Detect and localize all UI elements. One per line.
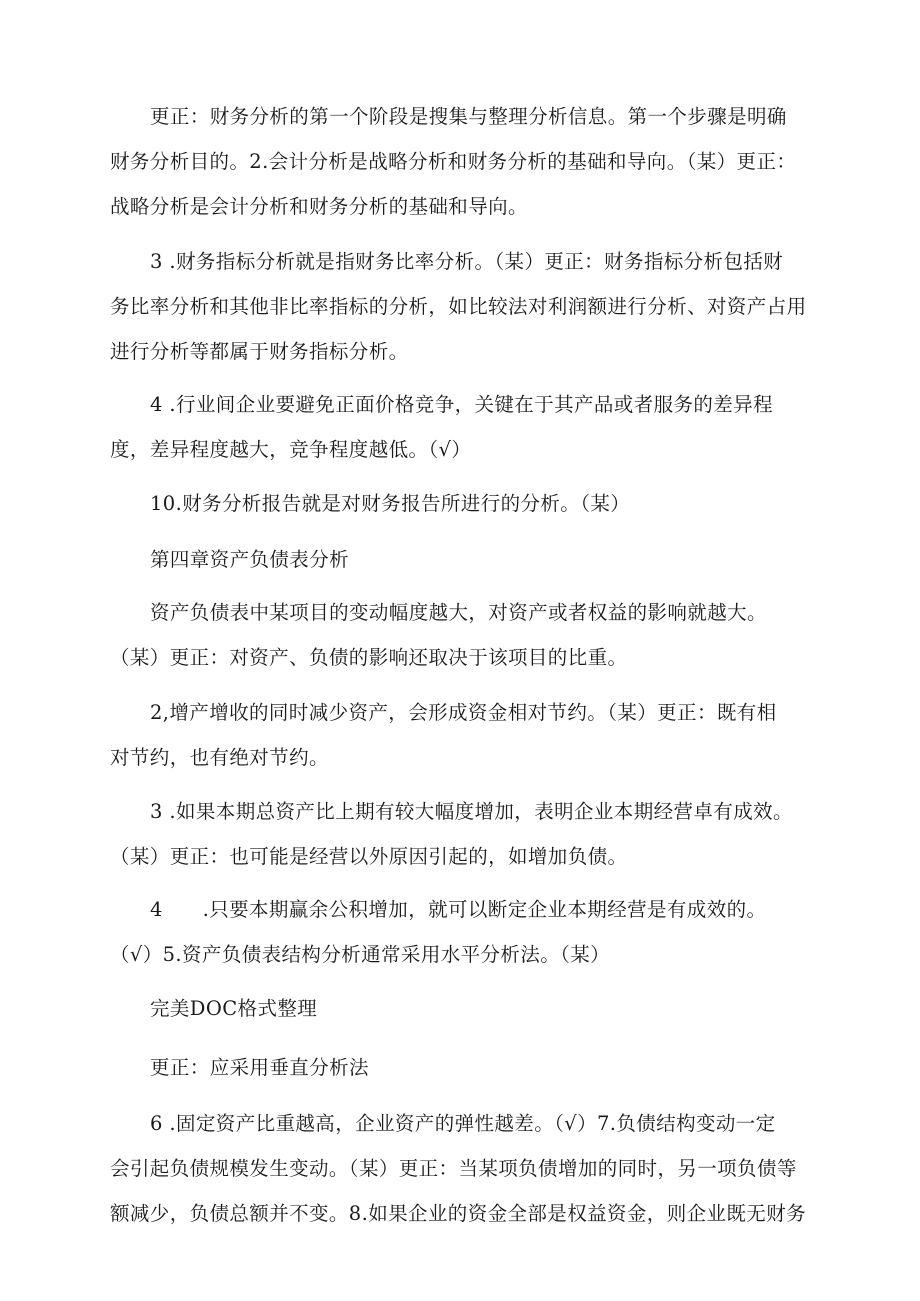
text-line: 度，差异程度越大，竞争程度越低。（√） (110, 438, 472, 461)
text-line: 2,增产增收的同时减少资产，会形成资金相对节约。（某）更正：既有相 (150, 701, 777, 724)
text-line: 完美DOC格式整理 (150, 997, 318, 1020)
text-line: 战略分析是会计分析和财务分析的基础和导向。 (110, 195, 528, 218)
paragraph-correction-vertical (110, 1045, 822, 1090)
text-line: 3 .如果本期总资产比上期有较大幅度增加，表明企业本期经营卓有成效。 (150, 800, 793, 823)
text-line: 更正：应采用垂直分析法 (150, 1056, 369, 1079)
text-line: 第四章资产负债表分析 (150, 548, 350, 571)
paragraph-item-3-total-assets (110, 789, 822, 879)
text-line: 4 .行业间企业要避免正面价格竞争，关键在于其产品或者服务的差异程 (150, 393, 774, 416)
text-line: 财务分析目的。2.会计分析是战略分析和财务分析的基础和导向。（某）更正： (110, 150, 797, 173)
chapter-heading (110, 537, 822, 582)
text-line: 更正：财务分析的第一个阶段是搜集与整理分析信息。第一个步骤是明确 (150, 105, 787, 128)
footer-note (110, 986, 822, 1031)
text-line: 进行分析等都属于财务指标分析。 (110, 340, 409, 363)
paragraph-item-4-competition (110, 382, 822, 472)
text-line: 4 .只要本期赢余公积增加，就可以断定企业本期经营是有成效的。 (150, 898, 767, 921)
paragraph-balance-sheet-change (110, 590, 822, 680)
text-line: 10.财务分析报告就是对财务报告所进行的分析。（某） (150, 492, 631, 515)
text-line: （某）更正：也可能是经营以外原因引起的，如增加负债。 (110, 845, 628, 868)
text-line: 6 .固定资产比重越高，企业资产的弹性越差。（√）7.负债结构变动一定 (150, 1112, 776, 1135)
text-line: （某）更正：对资产、负债的影响还取决于该项目的比重。 (110, 646, 628, 669)
paragraph-item-4-surplus (110, 887, 822, 977)
paragraph-item-3-indicators (110, 239, 822, 374)
text-line: 会引起负债规模发生变动。（某）更正：当某项负债增加的同时，另一项负债等 (110, 1157, 797, 1180)
paragraph-financial-analysis-stage (110, 94, 822, 229)
text-line: 资产负债表中某项目的变动幅度越大，对资产或者权益的影响就越大。 (150, 601, 767, 624)
text-line: 对节约，也有绝对节约。 (110, 746, 329, 769)
paragraph-item-10-report (110, 481, 822, 526)
paragraph-item-6-fixed-assets (110, 1101, 822, 1236)
text-line: 3 .财务指标分析就是指财务比率分析。（某）更正：财务指标分析包括财 (150, 250, 784, 273)
text-line: （√）5.资产负债表结构分析通常采用水平分析法。（某） (110, 943, 611, 966)
text-line: 务比率分析和其他非比率指标的分析，如比较法对利润额进行分析、对资产占用 (110, 295, 807, 318)
text-line: 额减少，负债总额并不变。8.如果企业的资金全部是权益资金，则企业既无财务 (110, 1202, 807, 1225)
paragraph-item-2-savings (110, 690, 822, 780)
